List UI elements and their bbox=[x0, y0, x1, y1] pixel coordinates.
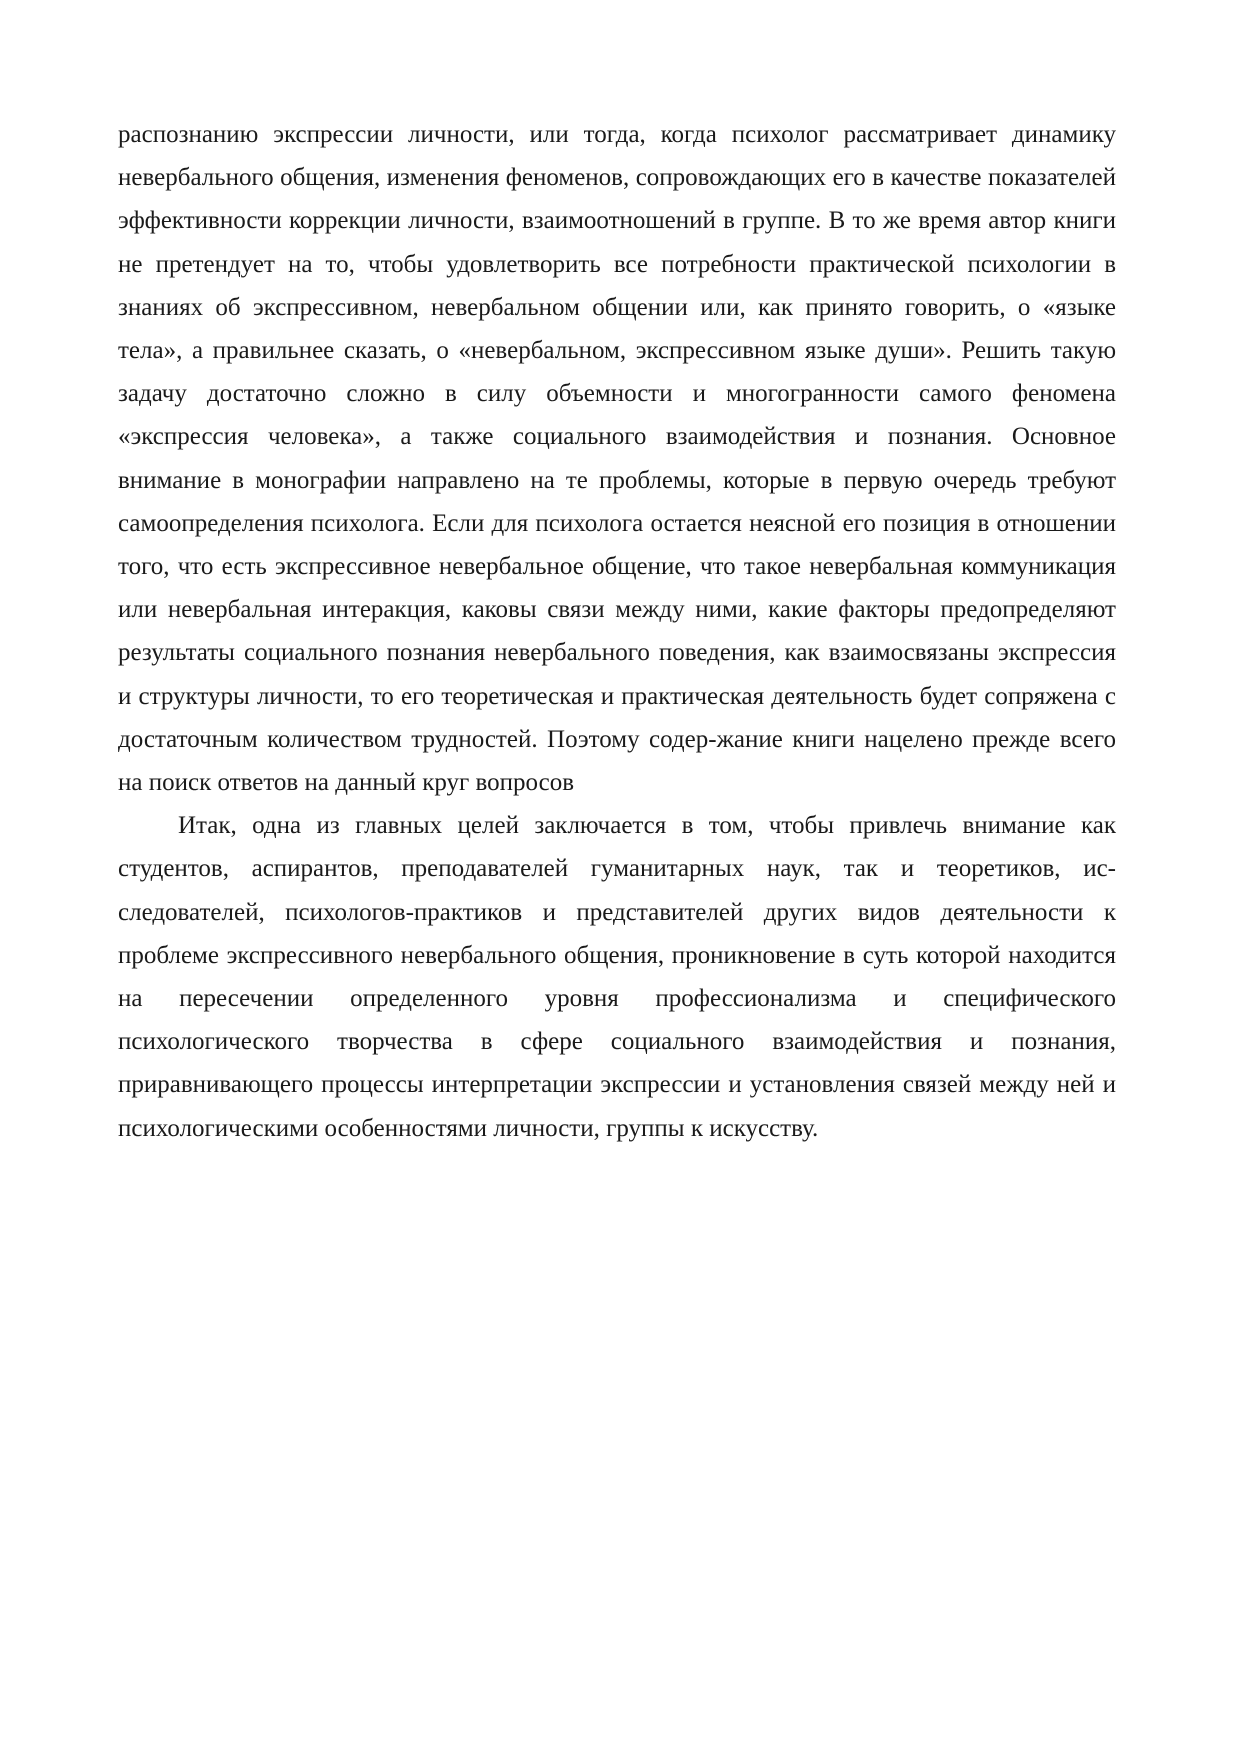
paragraph-main-goal: Итак, одна из главных целей заключается в том, чтобы привлечь внимание как студентов, аспирантов, преподавателей гуманитарных наук, так и теоретиков, ис-следователей, психологов-практиков и представителей других видов деятельности к проблеме экспрессивного невербального общения, проникновение в суть которой находится на пересечении определенного уровня профессионализма и специфического психологического творчества в сфере социального взаимодействия и познания, приравнивающего процессы интерпретации экспрессии и установления связей между ней и психологическими особенностями личности, группы к искусству. bbox=[118, 812, 1116, 1142]
body-text bbox=[118, 113, 1116, 1150]
paragraph-continuation: распознанию экспрессии личности, или тогда, когда психолог рассматривает динамику невербального общения, изменения феноменов, сопровождающих его в качестве показателей эффективности коррекции личности, взаимоотношений в группе. В то же время автор книги не претендует на то, чтобы удовлетворить все потребности практической психологии в знаниях об экспрессивном, невербальном общении или, как принято говорить, о «языке тела», а правильнее сказать, о «невербальном, экспрессивном языке души». Решить такую задачу достаточно сложно в силу объемности и многогранности самого феномена «экспрессия человека», а также социального взаимодействия и познания. Основное внимание в монографии направлено на те проблемы, которые в первую очередь требуют самоопределения психолога. Если для психолога остается неясной его позиция в отношении того, что есть экспрессивное невербальное общение, что такое невербальная коммуникация или невербальная интеракция, каковы связи между ними, какие факторы предопределяют результаты социального познания невербального поведения, как взаимосвязаны экспрессия и структуры личности, то его теоретическая и практическая деятельность будет сопряжена с достаточным количеством трудностей. Поэтому содер-жание книги нацелено прежде всего на поиск ответов на данный круг вопросов bbox=[118, 121, 1116, 797]
